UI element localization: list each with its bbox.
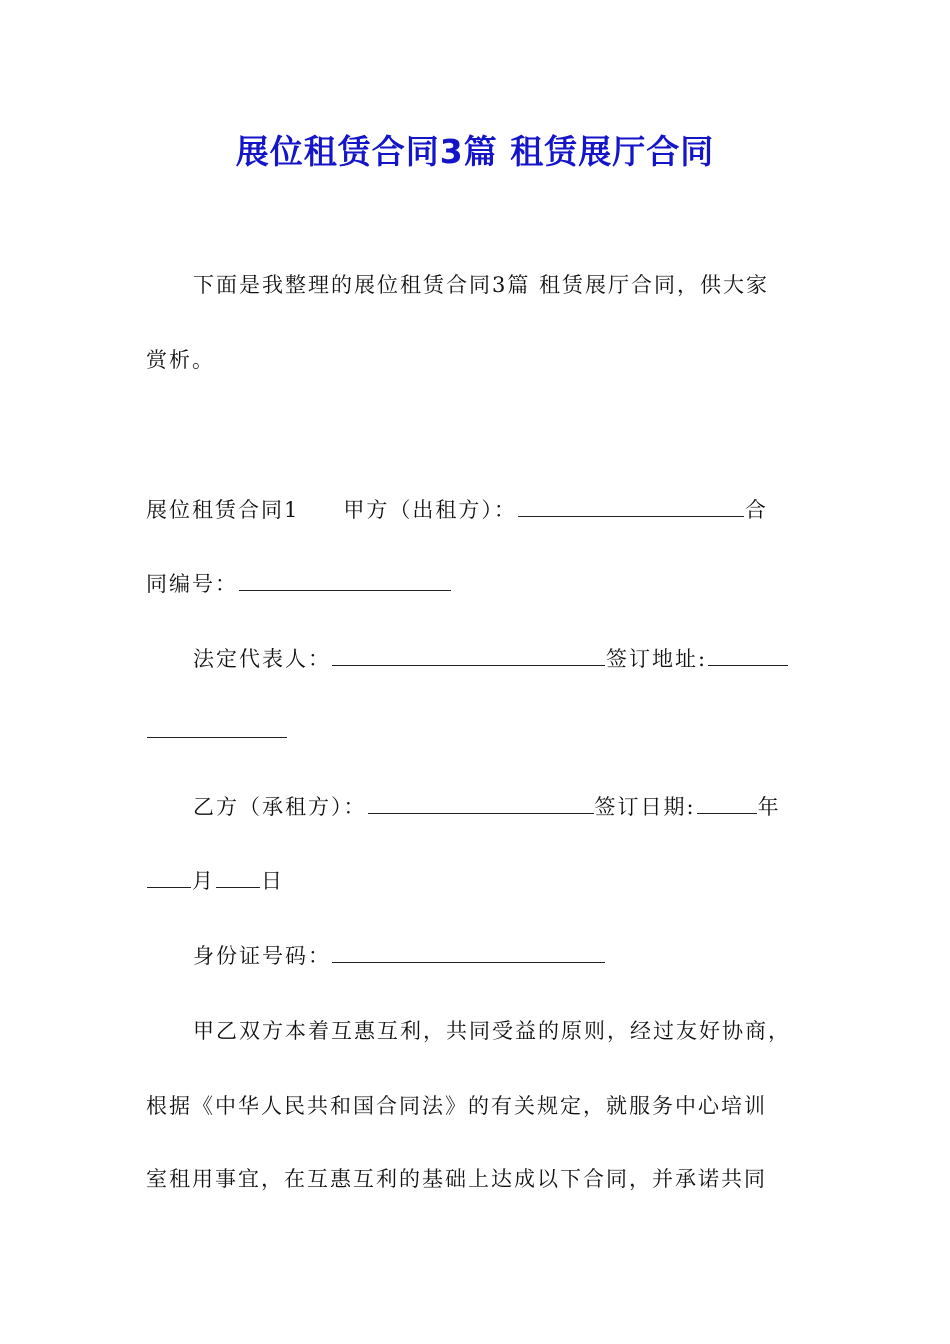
year-blank[interactable] xyxy=(697,793,757,814)
paragraph-line-2: 根据《中华人民共和国合同法》的有关规定，就服务中心培训 xyxy=(146,1094,767,1118)
contract-no-blank[interactable] xyxy=(239,570,451,591)
sign-address-label: 签订地址: xyxy=(606,647,708,671)
sign-date-label: 签订日期: xyxy=(594,795,696,819)
party-a-row xyxy=(146,495,768,525)
day-blank[interactable] xyxy=(216,867,260,888)
intro-line-2: 赏析。 xyxy=(146,348,215,372)
contract-no-label: 同编号： xyxy=(146,572,238,596)
party-b-blank[interactable] xyxy=(368,793,594,814)
legal-rep-row xyxy=(193,644,789,674)
paragraph-line-3: 室租用事宜，在互惠互利的基础上达成以下合同，并承诺共同 xyxy=(146,1167,767,1191)
page-title: 展位租赁合同3篇 租赁展厅合同 xyxy=(235,132,715,171)
year-label: 年 xyxy=(757,795,781,819)
legal-rep-label: 法定代表人： xyxy=(193,647,331,671)
party-a-label: 甲方（出租方）： xyxy=(343,498,517,522)
id-row xyxy=(193,941,606,971)
party-a-blank[interactable] xyxy=(518,496,744,517)
sign-address-blank[interactable] xyxy=(708,645,788,666)
party-b-row xyxy=(193,792,781,822)
id-label: 身份证号码： xyxy=(193,944,331,968)
contract-no-start: 合 xyxy=(744,498,768,522)
month-blank[interactable] xyxy=(147,867,191,888)
id-blank[interactable] xyxy=(332,942,605,963)
sign-address-cont-row xyxy=(146,716,288,746)
sign-address-blank-cont[interactable] xyxy=(147,717,287,738)
contract-no-row xyxy=(146,569,452,599)
party-b-label: 乙方（承租方）： xyxy=(193,795,367,819)
month-day-row xyxy=(146,866,284,896)
legal-rep-blank[interactable] xyxy=(332,645,605,666)
month-label: 月 xyxy=(192,869,215,893)
paragraph-line-1: 甲乙双方本着互惠互利，共同受益的原则，经过友好协商， xyxy=(193,1019,791,1043)
contract-heading: 展位租赁合同1 xyxy=(146,498,300,522)
intro-line-1: 下面是我整理的展位租赁合同3篇 租赁展厅合同，供大家 xyxy=(193,273,770,297)
day-label: 日 xyxy=(261,869,284,893)
